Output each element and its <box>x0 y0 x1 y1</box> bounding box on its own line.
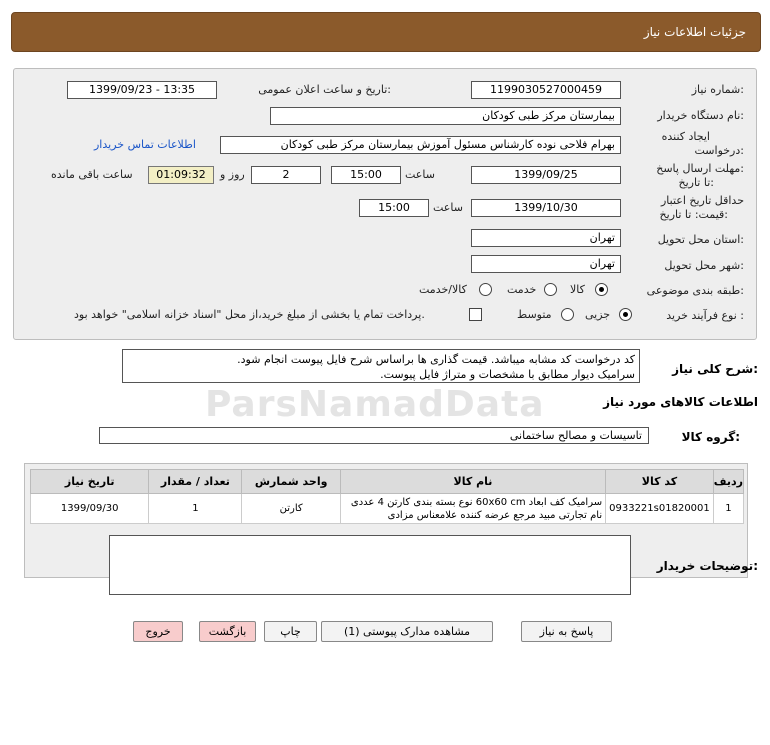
deadline-time-label: ساعت <box>405 168 435 181</box>
cell-unit: کارتن <box>242 494 340 524</box>
creator-label-2: درخواست: <box>694 144 744 157</box>
validity-label-2: قیمت: تا تاریخ: <box>659 208 728 221</box>
creator-label-1: ایجاد کننده <box>661 130 710 143</box>
remaining-label: ساعت باقی مانده <box>51 168 133 181</box>
description-line-2: سرامیک دیوار مطابق با مشخصات و متراژ فایل پیوست. <box>380 368 635 381</box>
cell-row: 1 <box>713 494 743 524</box>
creator-field: بهرام فلاحی نوده کارشناس مسئول آموزش بیمارستان مرکز طبی کودکان <box>220 136 621 154</box>
province-field: تهران <box>471 229 621 247</box>
category-radio-service[interactable] <box>544 283 557 296</box>
buyer-notes-box <box>109 535 631 595</box>
description-box <box>122 349 640 383</box>
remaining-time-field: 01:09:32 <box>148 166 214 184</box>
print-button[interactable]: چاپ <box>264 621 317 642</box>
category-option-both: کالا/خدمت <box>419 283 467 296</box>
buyer-notes-label: توضیحات خریدار: <box>656 559 758 573</box>
page-title: جزئیات اطلاعات نیاز <box>643 25 746 39</box>
info-panel <box>13 68 757 340</box>
process-label: نوع فرآیند خرید : <box>666 309 744 322</box>
cell-date: 1399/09/30 <box>31 494 149 524</box>
col-name: نام کالا <box>340 470 605 494</box>
need-number-field: 1199030527000459 <box>471 81 621 99</box>
col-row: ردیف <box>713 470 743 494</box>
cell-name-line-2: نام تجارتی مبید مرجع عرضه کننده علامعناس مزادی <box>387 509 603 521</box>
process-option-minor: جزیی <box>585 308 611 321</box>
goods-section-title: اطلاعات کالاهای مورد نیاز <box>603 395 758 409</box>
announce-field: 1399/09/23 - 13:35 <box>67 81 217 99</box>
contact-info-link[interactable]: اطلاعات تماس خریدار <box>94 138 196 151</box>
process-option-medium: متوسط <box>517 308 552 321</box>
description-label: شرح کلی نیاز: <box>672 362 758 376</box>
validity-time-field: 15:00 <box>359 199 429 217</box>
process-radio-medium[interactable] <box>561 308 574 321</box>
deadline-label-1: مهلت ارسال پاسخ: <box>656 162 744 175</box>
city-field: تهران <box>471 255 621 273</box>
category-option-goods: کالا <box>570 283 585 296</box>
category-radio-goods[interactable] <box>595 283 608 296</box>
process-radio-minor[interactable] <box>619 308 632 321</box>
deadline-label-2: تا تاریخ: <box>678 176 714 189</box>
goods-table <box>30 469 744 524</box>
cell-name <box>340 494 605 524</box>
col-code: کد کالا <box>606 470 714 494</box>
table-row[interactable] <box>31 494 744 524</box>
watermark-text: ParsNamadData <box>205 384 545 425</box>
validity-time-label: ساعت <box>433 201 463 214</box>
city-label: شهر محل تحویل: <box>664 259 744 272</box>
cell-code: 0933221s01820001 <box>606 494 714 524</box>
reply-button[interactable]: پاسخ به نیاز <box>521 621 612 642</box>
page-header <box>11 12 761 52</box>
province-label: استان محل تحویل: <box>657 233 744 246</box>
category-label: طبقه بندی موضوعی: <box>646 284 744 297</box>
announce-label: تاریخ و ساعت اعلان عمومی: <box>258 83 391 96</box>
goods-group-label: گروه کالا: <box>681 430 740 444</box>
col-date: تاریخ نیاز <box>31 470 149 494</box>
category-option-service: خدمت <box>507 283 537 296</box>
view-docs-button[interactable]: مشاهده مدارک پیوستی (1) <box>321 621 493 642</box>
goods-group-field: تاسیسات و مصالح ساختمانی <box>99 427 649 444</box>
validity-label-1: حداقل تاریخ اعتبار <box>660 194 744 207</box>
need-number-label: شماره نیاز: <box>691 83 744 96</box>
back-button[interactable]: بازگشت <box>199 621 256 642</box>
treasury-payment-checkbox[interactable] <box>469 308 482 321</box>
category-radio-both[interactable] <box>479 283 492 296</box>
cell-qty: 1 <box>149 494 242 524</box>
treasury-payment-text: پرداخت تمام یا بخشی از مبلغ خرید،از محل "اسناد خزانه اسلامی" خواهد بود. <box>74 308 425 321</box>
deadline-date-field: 1399/09/25 <box>471 166 621 184</box>
validity-date-field: 1399/10/30 <box>471 199 621 217</box>
buyer-org-field: بیمارستان مرکز طبی کودکان <box>270 107 621 125</box>
col-qty: تعداد / مقدار <box>149 470 242 494</box>
col-unit: واحد شمارش <box>242 470 340 494</box>
deadline-time-field: 15:00 <box>331 166 401 184</box>
cell-name-line-1: سرامیک کف ابعاد 60x60 cm نوع بسته بندی کارتن 4 عددی <box>350 496 603 508</box>
buyer-org-label: نام دستگاه خریدار: <box>657 109 744 122</box>
description-line-1: کد درخواست کد مشابه میباشد. قیمت گذاری ها براساس شرح فایل پیوست انجام شود. <box>237 353 635 366</box>
days-field: 2 <box>251 166 321 184</box>
days-label: روز و <box>220 168 245 181</box>
exit-button[interactable]: خروج <box>133 621 183 642</box>
